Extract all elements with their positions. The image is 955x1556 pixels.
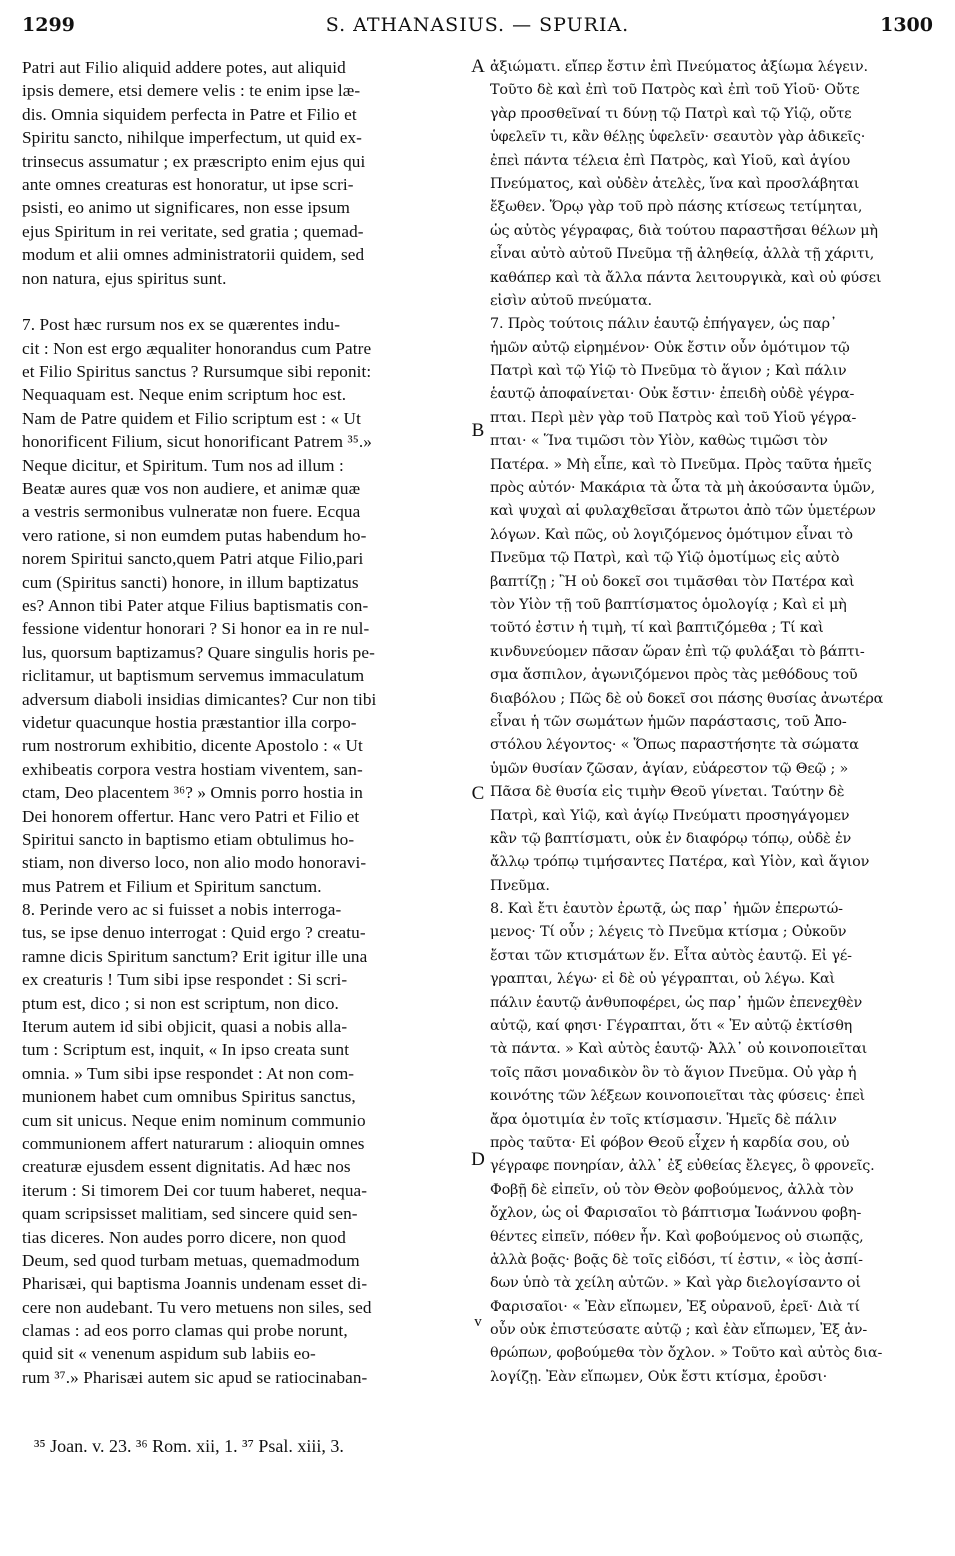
text-line: trinsecus assumatur ; ex præscripto enim ejus qui (22, 151, 366, 171)
text-line: mus Patrem et Filium et Spiritum sanctum. (22, 876, 322, 896)
text-line: κοινότης τῶν λέξεων κοινοποιεῖται τὰς φύσεις· ἐπεὶ (490, 1088, 865, 1105)
text-line: ἔσται τῶν κτισμάτων ἕν. Εἶτα αὐτὸς ἑαυτῷ. Εἰ γέ- (490, 947, 852, 964)
text-line: creaturæ ejusdem essent dignitatis. Ad hæc nos (22, 1157, 351, 1177)
text-line: ὡς αὐτὸς γέγραφας, διὰ τούτου παραστῆσαι θέλων μὴ (490, 222, 878, 239)
text-line: ex creaturis ! Tum sibi ipse respondet : Si scri- (22, 970, 348, 990)
greek-column (490, 56, 936, 1389)
text-line: καθάπερ καὶ τὰ ἄλλα πάντα λειτουργικὰ, καὶ οὐ φύσει (490, 269, 882, 286)
text-line: εἶναι ἡ τῶν σωμάτων ἡμῶν παράστασις, τοῦ Ἀπο- (490, 713, 847, 730)
text-line: πται· « Ἵνα τιμῶσι τὸν Υἱὸν, καθὼς τιμῶσι τὸν (490, 433, 828, 450)
text-line: non natura, ejus spiritus sunt. (22, 268, 227, 288)
footnotes: ³⁵ Joan. v. 23. ³⁶ Rom. xii, 1. ³⁷ Psal. xiii, 3. (34, 1436, 344, 1456)
text-line: ἡμῶν αὐτῷ εἰρημένον· Οὐκ ἔστιν οὖν ὁμότιμον τῷ (490, 339, 850, 356)
text-line: θέντες εἰπεῖν, πόθεν ἦν. Καὶ φοβούμενος οὐ σιωπᾷς, (490, 1228, 864, 1245)
text-line: αὐτῷ, καί φησι· Γέγραπται, ὅτι « Ἐν αὐτῷ ἐκτίσθη (490, 1018, 853, 1035)
text-line: Pharisæi, qui baptisma Joannis undenam esset di- (22, 1274, 368, 1294)
text-line: ipsis demere, etsi demere velis : te enim ipse læ- (22, 81, 361, 101)
text-line: ἄρα ὁμοτιμία ἐν τοῖς κτίσμασιν. Ἡμεῖς δὲ πάλιν (490, 1111, 837, 1128)
text-line: Iterum autem id sibi objicit, quasi a nobis alla- (22, 1017, 348, 1037)
text-line: τοῖς πᾶσι μοναδικὸν ὂν τὸ ἅγιον Πνεῦμα. Οὐ γὰρ ἡ (490, 1064, 857, 1081)
text-line: tum : Scriptum est, inquit, « In ipso creata sunt (22, 1040, 350, 1060)
text-line: δων ὑπὸ τὰ χείλη αὐτῶν. » Καὶ γὰρ διελογίσαντο οἱ (490, 1275, 861, 1292)
text-line: γὰρ προσθεῖναί τι δύνῃ τῷ Πατρὶ καὶ τῷ Υἱῷ, οὔτε (490, 105, 852, 122)
text-line: Πᾶσα δὲ θυσία εἰς τιμὴν Θεοῦ γίνεται. Ταύτην δὲ (490, 784, 845, 801)
running-title: S. ATHANASIUS. — SPURIA. (325, 14, 630, 36)
text-line: καὶ ψυχαὶ αἱ φυλαχθεῖσαι ἄτρωτοι ἀπὸ τῶν ὑμετέρων (490, 503, 876, 520)
latin-column (22, 56, 468, 1389)
text-line: ὑφελεῖν τι, κἂν θέλῃς ὑφελεῖν· σεαυτὸν γὰρ ἀδικεῖς· (490, 129, 866, 146)
text-line: τὰ πάντα. » Καὶ αὐτὸς ἑαυτῷ· Ἀλλ᾽ οὐ κοινοποιεῖται (490, 1041, 868, 1058)
text-line: Πατρὶ καὶ τῷ Υἱῷ τὸ Πνεῦμα τὸ ἅγιον ; Καὶ πάλιν (490, 363, 847, 380)
text-line: στόλου λέγοντος· « Ὅπως παραστήσητε τὰ σώματα (490, 737, 859, 754)
text-line: lus, quorsum baptizamus? Quare singulis horis pe- (22, 642, 375, 662)
text-line: μενος· Τί οὖν ; λέγεις τὸ Πνεῦμα κτίσμα ; Οὐκοῦν (490, 924, 847, 941)
margin-marker-c: C (471, 783, 485, 804)
page-number-right: 1300 (880, 14, 933, 36)
text-line: Φαρισαῖοι· « Ἐὰν εἴπωμεν, Ἐξ οὐρανοῦ, ἐρεῖ· Διὰ τί (490, 1298, 860, 1315)
text-line: Nequaquam est. Neque enim scriptum hoc est. (22, 385, 347, 405)
text-line: Πνεύματος, καὶ οὐδὲν ἀτελὲς, ἵνα καὶ προσλάβηται (490, 175, 860, 192)
text-line: quam scripsisset malitiam, sed sincere quid sen- (22, 1204, 358, 1224)
text-line: Dei honorem offertur. Hanc vero Patri et Filio et (22, 806, 360, 826)
text-line: Neque dicitur, et Spiritum. Tum nos ad illum : (22, 455, 344, 475)
text-line: ἑαυτῷ ἀποφαίνεται· Οὐκ ἔστιν· ἐπειδὴ οὐδὲ γέγρα- (490, 386, 855, 403)
text-line: tus, se ipse denuo interrogat : Quid ergo ? creatu- (22, 923, 366, 943)
text-line: psisti, eo animo ut significares, non esse ipsum (22, 198, 350, 218)
text-line: rum nostrorum exhibitio, dicente Apostolo : « Ut (22, 736, 363, 756)
text-line: munionem habet cum omnibus Spiritus sanctus, (22, 1087, 356, 1107)
text-line: ctam, Deo placentem ³⁶? » Omnis porro hostia in (22, 783, 363, 803)
text-line: ὄχλον, ὡς οἱ Φαρισαῖοι τὸ βάπτισμα Ἰωάννου φοβη- (490, 1205, 862, 1222)
text-line: Πνεῦμα. (490, 877, 550, 894)
text-line: Nam de Patre quidem et Filio scriptum est : « Ut (22, 408, 361, 428)
text-line: Spiritu sancto, nihilque imperfectum, ut quid ex- (22, 128, 362, 148)
text-line: βαπτίζῃ ; Ἢ οὐ δοκεῖ σοι τιμᾶσθαι τὸν Πατέρα καὶ (490, 573, 855, 590)
text-line: communionem affert naturarum : alioquin omnes (22, 1133, 365, 1153)
text-line: Deum, sed quod turbam metuas, quemadmodum (22, 1250, 360, 1270)
text-line: adversum diaboli insidias dimicantes? Cur non tibi (22, 689, 377, 709)
text-line: θρώπων, φοβούμεθα τὸν ὄχλον. » Τοῦτο καὶ αὐτὸς δια- (490, 1345, 883, 1362)
text-line: stiam, non diverso loco, non alio modo honoravi- (22, 853, 367, 873)
text-line: rum ³⁷.» Pharisæi autem sic apud se ratiocinaban- (22, 1367, 368, 1387)
text-line: Πατρὶ, καὶ Υἱῷ, καὶ ἁγίῳ Πνεύματι προσηγάγομεν (490, 807, 850, 824)
text-line: τοῦτό ἐστιν ἡ τιμὴ, τί καὶ βαπτιζόμεθα ; Τί καὶ (490, 620, 824, 637)
text-line: ὑμῶν θυσίαν ζῶσαν, ἁγίαν, εὐάρεστον τῷ Θεῷ ; » (490, 760, 849, 777)
page-header (0, 0, 955, 40)
text-line: iterum : Si timorem Dei cor tuum haberet, nequa- (22, 1180, 368, 1200)
text-line: riclitamur, ut baptismum servemus immaculatum (22, 666, 365, 686)
text-line: Πνεῦμα τῷ Πατρὶ, καὶ τῷ Υἱῷ ὁμοτίμως εἰς αὐτὸ (490, 550, 840, 567)
text-line: cum (Spiritus sancti) honore, in illum baptizatus (22, 572, 359, 592)
text-line: 8. Καὶ ἔτι ἑαυτὸν ἐρωτᾷ, ὡς παρ᾽ ἡμῶν ἐπερωτώ- (490, 901, 843, 918)
margin-marker-v: v (474, 1314, 482, 1330)
text-line: es? Annon tibi Pater atque Filius baptismatis con- (22, 595, 369, 615)
text-line: σμα ἄσπιλον, ἀγωνιζόμενοι πρὸς τὰς μεθόδους τοῦ (490, 667, 858, 684)
text-line: διαβόλου ; Πῶς δὲ οὐ δοκεῖ σοι πάσης θυσίας ἀνωτέρα (490, 690, 884, 707)
text-line: ἔξωθεν. Ὅρῳ γὰρ τοῦ πρὸ πάσης κτίσεως τετίμηται, (490, 199, 863, 216)
text-line: Τοῦτο δὲ καὶ ἐπὶ τοῦ Πατρὸς καὶ ἐπὶ τοῦ Υἱοῦ· Οὔτε (490, 82, 860, 99)
margin-marker-b: B (471, 420, 485, 441)
text-line: κινδυνεύομεν πᾶσαν ὥραν ἐπὶ τῷ φυλάξαι τὸ βάπτι- (490, 643, 865, 660)
text-line: πάλιν ἑαυτῷ ἀνθυποφέρει, ὡς παρ᾽ ἡμῶν ἐπενεχθὲν (490, 994, 863, 1011)
text-line: cere non audebant. Tu vero metuens non siles, sed (22, 1297, 372, 1317)
text-line: εἶναι αὐτὸ αὐτοῦ Πνεῦμα τῇ ἀληθείᾳ, ἀλλὰ τῇ χάριτι, (490, 246, 875, 263)
text-line: πρὸς ταῦτα· Εἰ φόβον Θεοῦ εἶχεν ἡ καρδία σου, οὐ (490, 1134, 850, 1151)
margin-marker-d: D (471, 1149, 485, 1170)
text-line: ἀξιώματι. εἴπερ ἔστιν ἐπὶ Πνεύματος ἀξίωμα λέγειν. (490, 59, 868, 75)
text-line: ante omnes creaturas est honoratur, ut ipse scri- (22, 174, 354, 194)
text-line: γραπται, λέγω· εἰ δὲ οὐ γέγραπται, οὐ λέγω. Καὶ (490, 971, 835, 988)
text-line: fessione videntur honorari ? Si honor ea in re nul- (22, 619, 370, 639)
text-line: λόγων. Καὶ πῶς, οὐ λογιζόμενος ὁμότιμον εἶναι τὸ (490, 526, 853, 543)
text-line: a vestris sermonibus vulneratæ non fuere. Ecqua (22, 502, 361, 522)
text-line: Beatæ aures quæ vos non audiere, et animæ quæ (22, 479, 361, 499)
text-line: οὖν οὐκ ἐπιστεύσατε αὐτῷ ; καὶ ἐὰν εἴπωμεν, Ἐξ ἀν- (490, 1322, 868, 1339)
text-line: omnia. » Tum sibi ipse respondet : At non com- (22, 1063, 355, 1083)
text-line: clamas : ad eos porro clamas qui probe norunt, (22, 1321, 348, 1341)
text-line: Patri aut Filio aliquid addere potes, aut aliquid (22, 58, 346, 77)
text-line: et Filio Spiritus sanctus ? Rursumque sibi reponit: (22, 362, 372, 382)
text-line: πρὸς αὐτόν· Μακάρια τὰ ὦτα τὰ μὴ ἀκούσαντα ὑμῶν, (490, 480, 876, 497)
text-line: cum sit unicus. Neque enim nominum communio (22, 1110, 366, 1130)
text-line: ramne dicis Spiritum sanctum? Erit igitur ille una (22, 946, 368, 966)
text-line: exhibeatis corpora vestra hostiam viventem, san- (22, 759, 363, 779)
text-line: videtur quacunque hostia præstantior illa corpo- (22, 712, 357, 732)
text-line: dis. Omnia siquidem perfecta in Patre et Filio et (22, 104, 357, 124)
text-line: 8. Perinde vero ac si fuisset a nobis interroga- (22, 900, 342, 920)
text-line: Spiritui sancto in baptismo etiam obtulimus ho- (22, 829, 355, 849)
text-line (22, 290, 468, 313)
text-line: λογίζῃ. Ἐὰν εἴπωμεν, Οὐκ ἔστι κτίσμα, ἐροῦσι· (490, 1368, 828, 1385)
text-line: tias diceres. Non audes porro dicere, non quod (22, 1227, 346, 1247)
text-line: modum et alii omnes administratorii quidem, sed (22, 245, 365, 265)
text-line: norem Spiritui sancto,quem Patri atque Filio,pari (22, 549, 364, 569)
text-line: 7. Post hæc rursum nos ex se quærentes indu- (22, 315, 341, 335)
text-line: Πατέρα. » Μὴ εἶπε, καὶ τὸ Πνεῦμα. Πρὸς ταῦτα ἡμεῖς (490, 456, 872, 473)
text-line: honorificent Filium, sicut honorificant Patrem ³⁵.» (22, 432, 372, 452)
text-line: quid sit « venenum aspidum sub labiis eo- (22, 1344, 316, 1364)
margin-marker-a: A (471, 56, 485, 77)
text-line: εἰσὶν αὐτοῦ πνεύματα. (490, 292, 652, 309)
text-line: ejus Spiritum in rei veritate, sed gratia ; quemad- (22, 221, 364, 241)
text-line: κἂν τῷ βαπτίσματι, οὐκ ἐν διαφόρῳ τόπῳ, οὐδὲ ἐν (490, 830, 852, 847)
text-line: ἄλλῳ τρόπῳ τιμήσαντες Πατέρα, καὶ Υἱὸν, καὶ ἅγιον (490, 854, 870, 871)
text-line: ἐπεὶ πάντα τέλεια ἐπὶ Πατρὸς, καὶ Υἱοῦ, καὶ ἁγίου (490, 152, 851, 169)
text-line: ptum est, dico ; si non est scriptum, non dico. (22, 993, 339, 1013)
text-line: 7. Πρὸς τούτοις πάλιν ἑαυτῷ ἐπήγαγεν, ὡς παρ᾽ (490, 316, 837, 333)
text-line: Φοβῇ δὲ εἰπεῖν, οὐ τὸν Θεὸν φοβούμενος, ἀλλὰ τὸν (490, 1181, 854, 1198)
text-line: πται. Περὶ μὲν γὰρ τοῦ Πατρὸς καὶ τοῦ Υἱοῦ γέγρα- (490, 409, 857, 426)
page-number-left: 1299 (22, 14, 75, 36)
text-line: γέγραφε πονηρίαν, ἀλλ᾽ ἐξ εὐθείας ἔλεγες, ὃ φρονεῖς. (490, 1158, 875, 1175)
text-line: ἀλλὰ βοᾷς· βοᾷς δὲ τοῖς εἰδόσι, τί ἐστιν, « ἰὸς ἀσπί- (490, 1251, 863, 1268)
text-line: cit : Non est ergo æqualiter honorandus cum Patre (22, 338, 372, 358)
text-line: vero ratione, si non eumdem putas habendum ho- (22, 525, 367, 545)
text-line: τὸν Υἱὸν τῇ τοῦ βαπτίσματος ὁμολογίᾳ ; Καὶ εἰ μὴ (490, 596, 847, 613)
